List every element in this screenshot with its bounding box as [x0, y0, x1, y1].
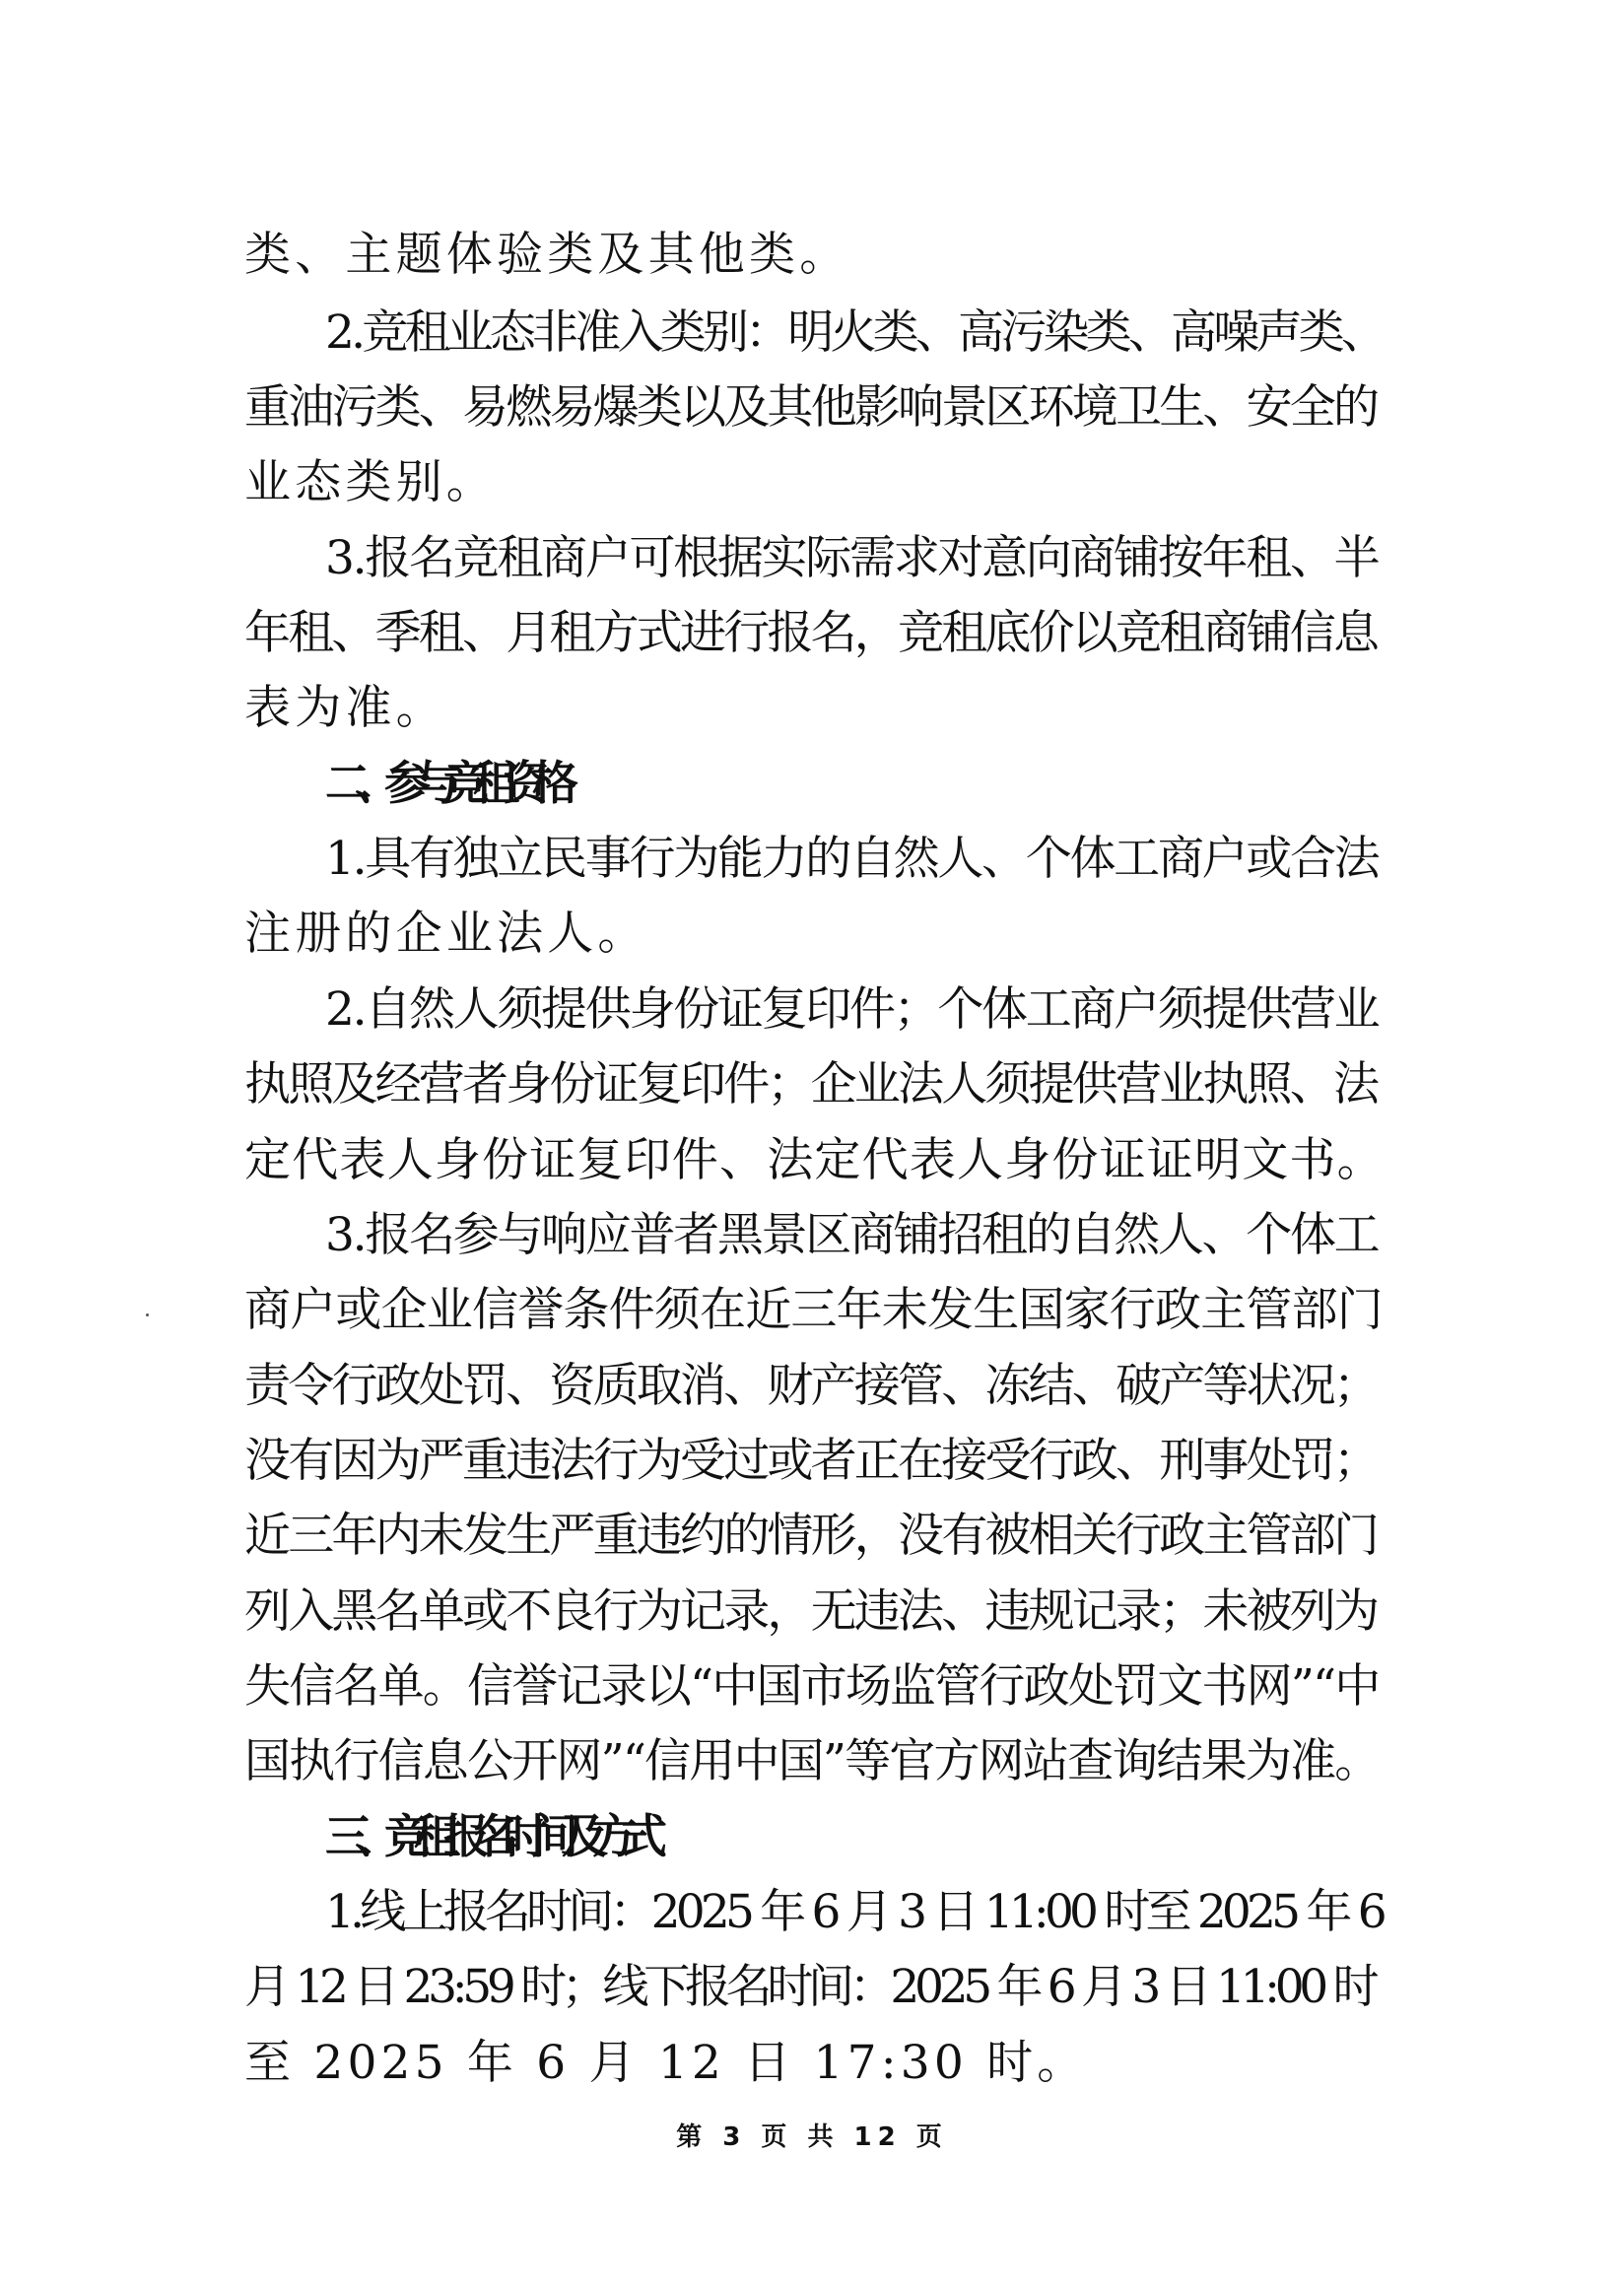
body-line: 3.报名参与响应普者黑景区商铺招租的自然人、个体工	[325, 1208, 1379, 1262]
body-line: 类、主题体验类及其他类。	[244, 228, 850, 282]
body-line: 月 12 日 23:59 时；线下报名时间：2025 年 6 月 3 日 11:00 时	[244, 1960, 1375, 2014]
body-line: 1.线上报名时间：2025 年 6 月 3 日 11:00 时至 2025 年 6	[325, 1885, 1383, 1939]
section-heading: 二、参与竞租资格	[325, 757, 562, 811]
body-line: 至 2025 年 6 月 12 日 17:30 时。	[244, 2036, 1088, 2090]
body-line: 列入黑名单或不良行为记录，无违法、违规记录；未被列为	[244, 1584, 1378, 1639]
body-line: 国执行信息公开网”“信用中国”等官方网站查询结果为准。	[244, 1734, 1380, 1788]
body-line: 3.报名竞租商户可根据实际需求对意向商铺按年租、半	[325, 531, 1379, 585]
body-line: 失信名单。信誉记录以“中国市场监管行政处罚文书网”“中	[244, 1659, 1380, 1714]
body-line: 注册的企业法人。	[244, 907, 648, 961]
body-line: 重油污类、易燃易爆类以及其他影响景区环境卫生、安全的	[244, 380, 1378, 435]
body-line: 执照及经营者身份证复印件；企业法人须提供营业执照、法	[244, 1057, 1378, 1111]
body-line: 定代表人身份证复印件、法定代表人身份证证明文书。	[244, 1133, 1385, 1187]
body-line: 商户或企业信誉条件须在近三年未发生国家行政主管部门	[244, 1283, 1383, 1337]
body-line: 责令行政处罚、资质取消、财产接管、冻结、破产等状况；	[244, 1359, 1378, 1413]
body-line: 年租、季租、月租方式进行报名，竞租底价以竞租商铺信息	[244, 606, 1378, 660]
body-line: 2.竞租业态非准入类别：明火类、高污染类、高噪声类、	[325, 305, 1385, 360]
body-line: 没有因为严重违法行为受过或者正在接受行政、刑事处罚；	[244, 1434, 1378, 1488]
scan-speck	[146, 1313, 149, 1316]
body-line: 2.自然人须提供身份证复印件；个体工商户须提供营业	[325, 982, 1379, 1037]
page-number-footer: 第 3 页 共 12 页	[676, 2122, 948, 2152]
body-line: 表为准。	[244, 681, 446, 735]
body-line: 业态类别。	[244, 455, 497, 509]
section-heading: 三、竞租报名时间及方式	[325, 1810, 650, 1864]
body-line: 1.具有独立民事行为能力的自然人、个体工商户或合法	[325, 832, 1379, 886]
body-line: 近三年内未发生严重违约的情形，没有被相关行政主管部门	[244, 1509, 1378, 1563]
